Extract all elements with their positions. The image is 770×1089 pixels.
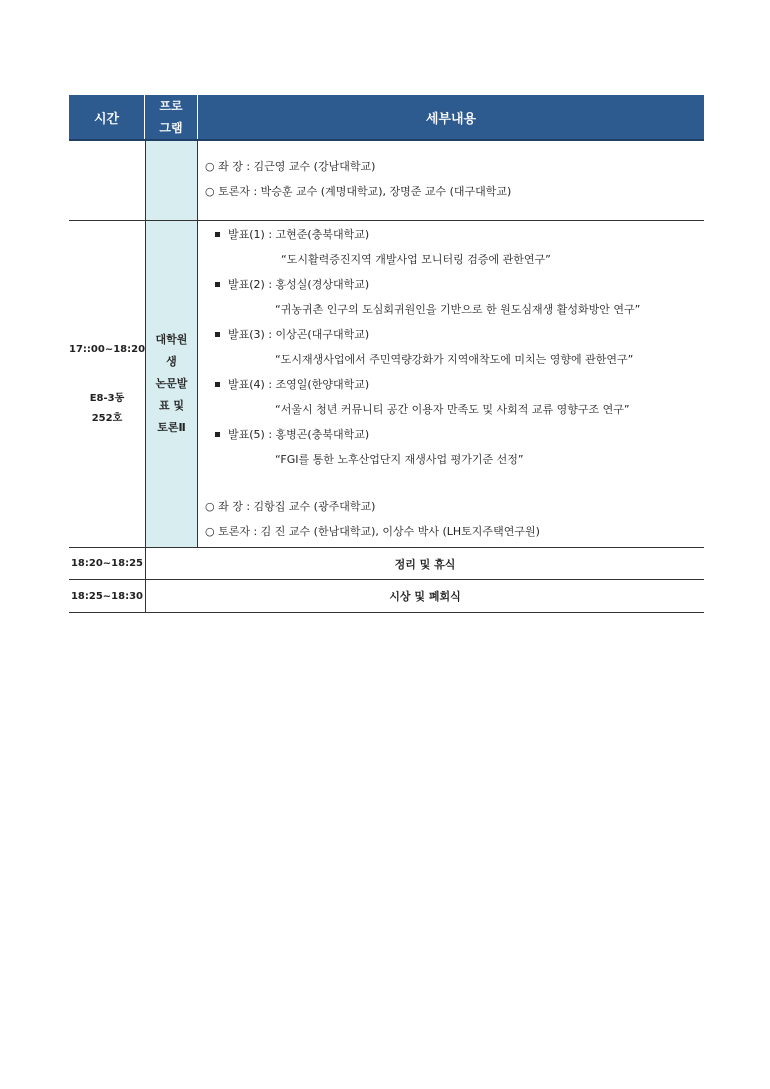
program-cell bbox=[145, 221, 198, 547]
presentation-title: “서울시 청년 커뮤니티 공간 이용자 만족도 및 사회적 교류 영향구조 연구” bbox=[275, 403, 630, 416]
table-header bbox=[69, 95, 704, 141]
chair-line bbox=[205, 154, 704, 179]
session-time: 17::00~18:20 bbox=[68, 344, 146, 355]
presentation-title: “FGI를 통한 노후산업단지 재생사업 평가기준 선정” bbox=[275, 453, 524, 466]
discussants-line bbox=[205, 179, 704, 204]
break-text: 정리 및 휴식 bbox=[145, 548, 704, 579]
schedule-table bbox=[69, 95, 704, 613]
bullet-icon bbox=[215, 382, 220, 387]
table-row bbox=[69, 548, 704, 580]
presentation-title: “도시재생사업에서 주민역량강화가 지역애착도에 미치는 영향에 관한연구” bbox=[275, 353, 634, 366]
header-time: 시간 bbox=[69, 95, 145, 139]
room-line2: 252호 bbox=[91, 413, 123, 424]
presentation-presenter: 발표(1) : 고현준(충북대학교) bbox=[205, 222, 704, 247]
header-program bbox=[145, 95, 198, 139]
presentation-presenter: 발표(2) : 홍성실(경상대학교) bbox=[205, 272, 704, 297]
presentation-presenter: 발표(4) : 조영일(한양대학교) bbox=[205, 372, 704, 397]
header-detail: 세부내용 bbox=[425, 111, 477, 127]
presentation-presenter: 발표(5) : 홍병곤(충북대학교) bbox=[205, 422, 704, 447]
time-cell bbox=[69, 221, 145, 547]
closing-text: 시상 및 폐회식 bbox=[145, 580, 704, 612]
room-line1: E8-3동 bbox=[89, 393, 125, 404]
header-program-line2: 그램 bbox=[159, 121, 183, 135]
program-line: 표 및 bbox=[158, 399, 185, 412]
bullet-icon bbox=[215, 332, 220, 337]
table-row bbox=[69, 580, 704, 613]
program-line: 토론Ⅱ bbox=[157, 421, 186, 434]
time-cell bbox=[69, 141, 145, 220]
program-cell bbox=[145, 141, 198, 220]
program-line: 논문발 bbox=[155, 377, 188, 390]
presentation-title: “도시활력증진지역 개발사업 모니터링 검증에 관한연구” bbox=[281, 253, 551, 266]
bullet-icon bbox=[215, 432, 220, 437]
bullet-icon bbox=[215, 282, 220, 287]
discussants-line: ○ 토론자 : 김 진 교수 (한남대학교), 이상수 박사 (LH토지주택연구원) bbox=[205, 525, 540, 538]
program-line: 생 bbox=[166, 355, 177, 368]
chair-text: ○ 좌 장 : 김근영 교수 (강남대학교) bbox=[205, 160, 376, 173]
program-line: 대학원 bbox=[155, 333, 188, 346]
time-cell: 18:20~18:25 bbox=[70, 558, 144, 569]
discussants-text: ○ 토론자 : 박승훈 교수 (계명대학교), 장명준 교수 (대구대학교) bbox=[205, 185, 512, 198]
header-program-line1: 프로 bbox=[159, 99, 183, 113]
chair-line: ○ 좌 장 : 김항집 교수 (광주대학교) bbox=[205, 500, 376, 513]
detail-cell bbox=[198, 221, 704, 547]
presentation-presenter: 발표(3) : 이상곤(대구대학교) bbox=[205, 322, 704, 347]
time-cell: 18:25~18:30 bbox=[70, 590, 144, 602]
detail-cell bbox=[198, 141, 704, 220]
table-row bbox=[69, 221, 704, 548]
bullet-icon bbox=[215, 232, 220, 237]
table-row bbox=[69, 141, 704, 221]
presentation-title: “귀농귀촌 인구의 도심회귀원인을 기반으로 한 원도심재생 활성화방안 연구” bbox=[275, 303, 641, 316]
